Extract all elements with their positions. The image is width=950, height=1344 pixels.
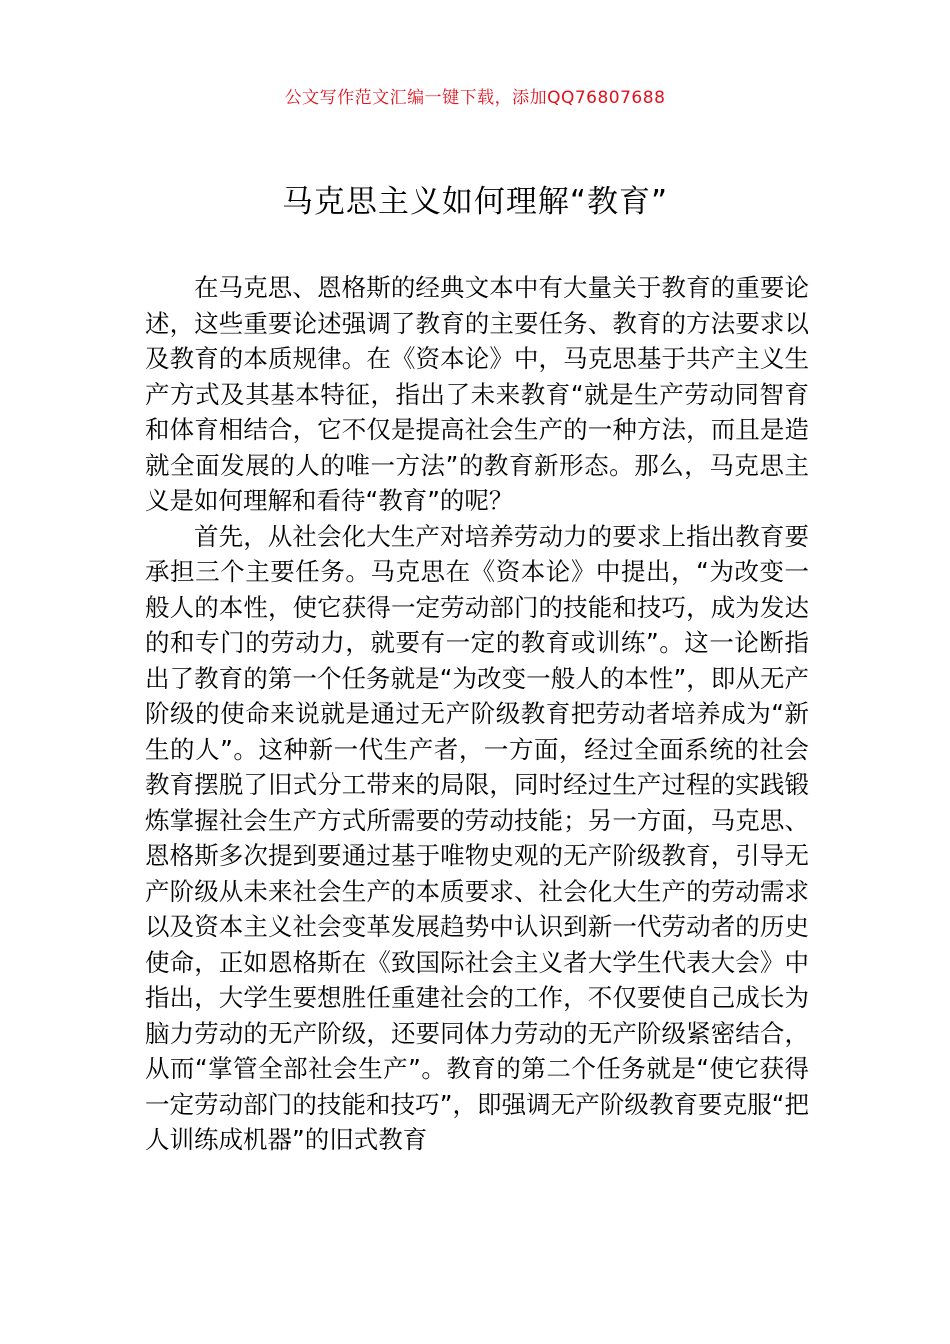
download-banner: 公文写作范文汇编一键下载，添加QQ76807688: [284, 88, 666, 108]
article-body: [145, 270, 809, 1158]
paragraph: 首先，从社会化大生产对培养劳动力的要求上指出教育要承担三个主要任务。马克思在《资本论》中提出，“为改变一般人的本性，使它获得一定劳动部门的技能和技巧，成为发达的和专门的劳动力，就要有一定的教育或训练”。这一论断指出了教育的第一个任务就是“为改变一般人的本性”，即从无产阶级的使命来说就是通过无产阶级教育把劳动者培养成为“新生的人”。这种新一代生产者，一方面，经过全面系统的社会教育摆脱了旧式分工带来的局限，同时经过生产过程的实践锻炼掌握社会生产方式所需要的劳动技能；另一方面，马克思、恩格斯多次提到要通过基于唯物史观的无产阶级教育，引导无产阶级从未来社会生产的本质要求、社会化大生产的劳动需求以及资本主义社会变革发展趋势中认识到新一代劳动者的历史使命，正如恩格斯在《致国际社会主义者大学生代表大会》中指出，大学生要想胜任重建社会的工作，不仅要使自己成长为脑力劳动的无产阶级，还要同体力劳动的无产阶级紧密结合，从而“掌管全部社会生产”。教育的第二个任务就是“使它获得一定劳动部门的技能和技巧”，即强调无产阶级教育要克服“把人训练成机器”的旧式教育: [145, 521, 809, 1154]
page-title: 马克思主义如何理解“教育”: [281, 184, 669, 220]
paragraph: 在马克思、恩格斯的经典文本中有大量关于教育的重要论述，这些重要论述强调了教育的主要任务、教育的方法要求以及教育的本质规律。在《资本论》中，马克思基于共产主义生产方式及其基本特征，指出了未来教育“就是生产劳动同智育和体育相结合，它不仅是提高社会生产的一种方法，而且是造就全面发展的人的唯一方法”的教育新形态。那么，马克思主义是如何理解和看待“教育”的呢？: [145, 273, 809, 515]
